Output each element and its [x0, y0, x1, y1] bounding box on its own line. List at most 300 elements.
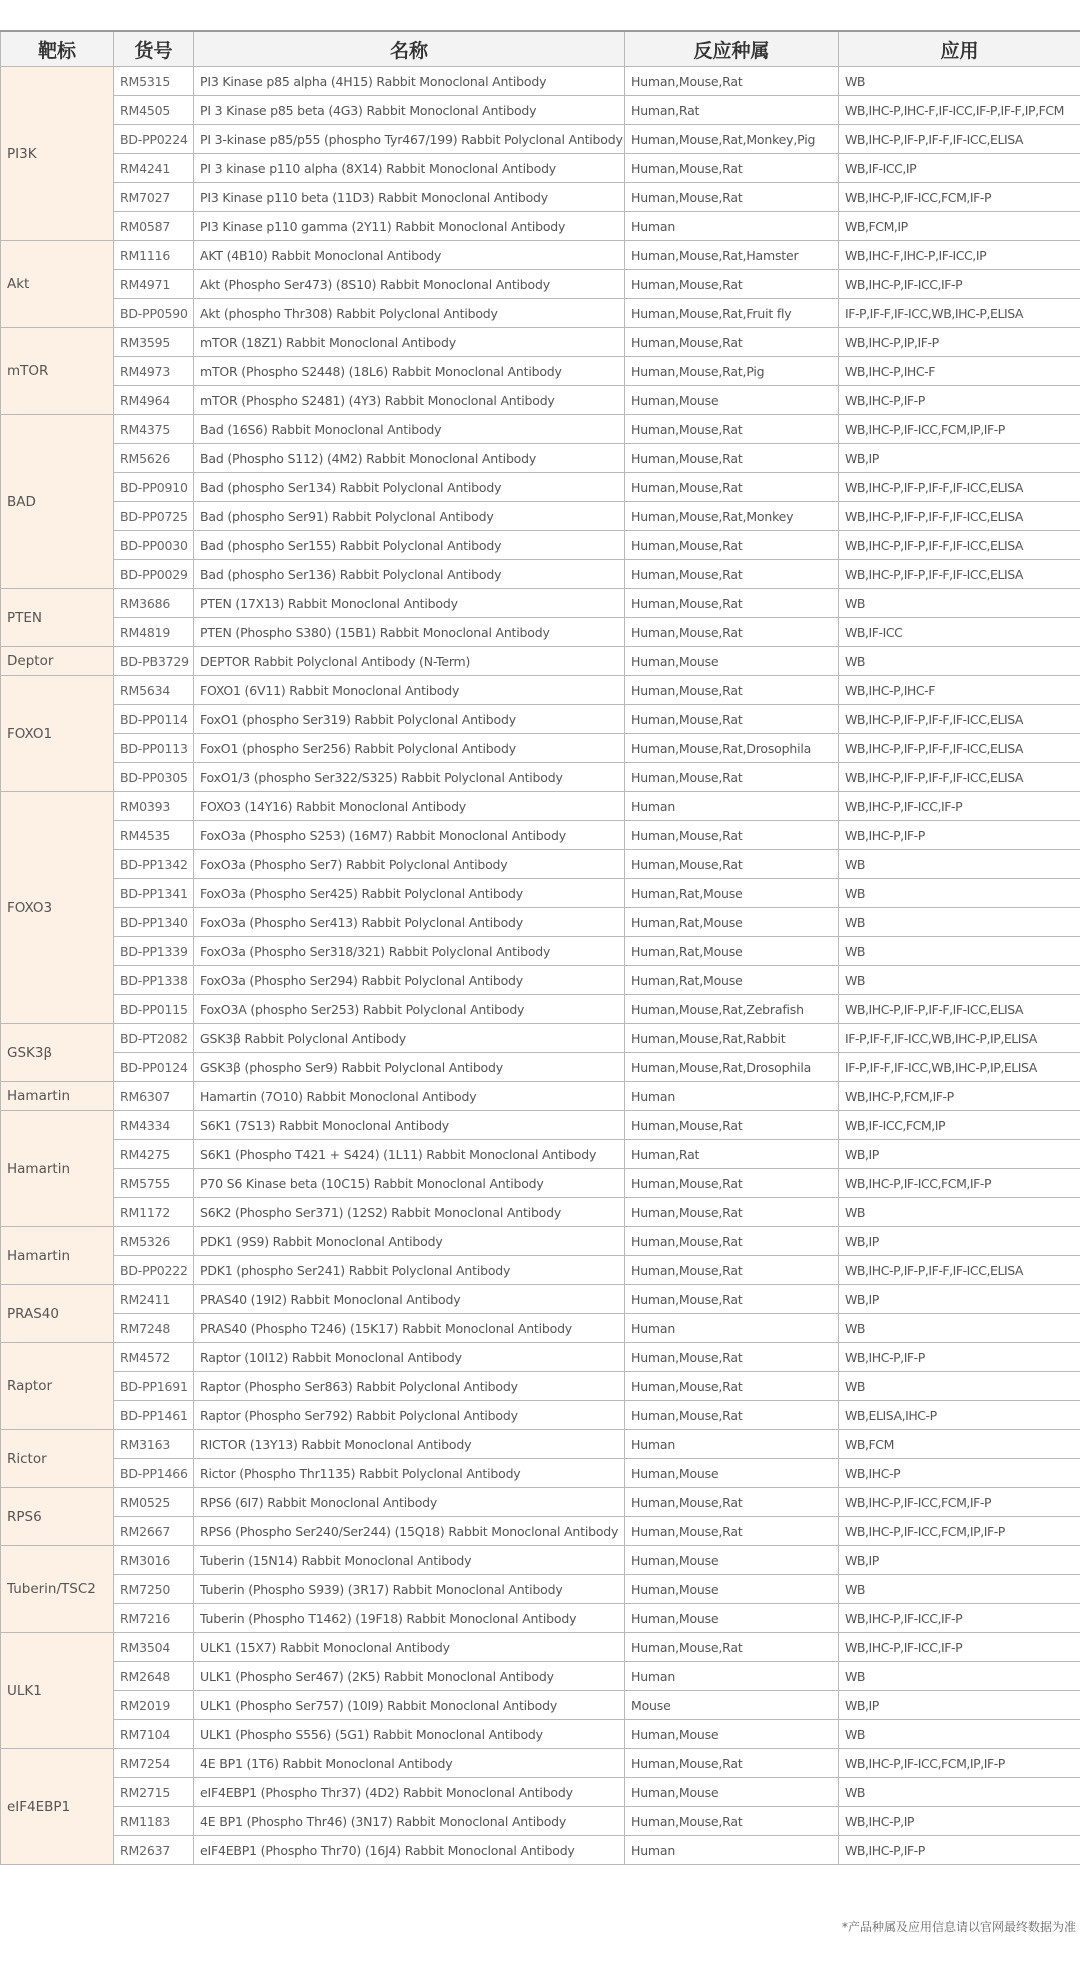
catalog-number-cell: RM7248	[114, 1314, 194, 1343]
species-cell: Human,Rat,Mouse	[625, 908, 839, 937]
antibody-name-cell: Bad (Phospho S112) (4M2) Rabbit Monoclonal Antibody	[194, 444, 625, 473]
application-cell: WB,IHC-P,IF-P,IF-F,IF-ICC,ELISA	[839, 531, 1080, 560]
application-cell: WB,IHC-P,IF-P	[839, 386, 1080, 415]
antibody-name-cell: Rictor (Phospho Thr1135) Rabbit Polyclonal Antibody	[194, 1459, 625, 1488]
species-cell: Human,Mouse,Rat	[625, 705, 839, 734]
antibody-name-cell: mTOR (Phospho S2448) (18L6) Rabbit Monoclonal Antibody	[194, 357, 625, 386]
antibody-name-cell: PDK1 (phospho Ser241) Rabbit Polyclonal Antibody	[194, 1256, 625, 1285]
species-cell: Human,Mouse,Rat	[625, 1401, 839, 1430]
target-cell: RPS6	[1, 1488, 114, 1546]
catalog-number-cell: RM5634	[114, 676, 194, 705]
header-name: 名称	[194, 31, 625, 67]
application-cell: WB,IHC-P,IHC-F	[839, 357, 1080, 386]
application-cell: IF-P,IF-F,IF-ICC,WB,IHC-P,IP,ELISA	[839, 1053, 1080, 1082]
species-cell: Human,Mouse,Rat	[625, 1169, 839, 1198]
table-row	[1, 908, 1080, 937]
table-row	[1, 357, 1080, 386]
application-cell: WB,IHC-P,IF-P,IF-F,IF-ICC,ELISA	[839, 125, 1080, 154]
species-cell: Human,Mouse,Rat,Drosophila	[625, 1053, 839, 1082]
table-row	[1, 676, 1080, 705]
species-cell: Human,Mouse,Rat,Monkey,Pig	[625, 125, 839, 154]
table-row	[1, 879, 1080, 908]
table-row	[1, 270, 1080, 299]
antibody-name-cell: S6K1 (7S13) Rabbit Monoclonal Antibody	[194, 1111, 625, 1140]
target-cell: eIF4EBP1	[1, 1749, 114, 1865]
application-cell: WB,IHC-P,IF-P,IF-F,IF-ICC,ELISA	[839, 1256, 1080, 1285]
antibody-name-cell: Bad (phospho Ser136) Rabbit Polyclonal Antibody	[194, 560, 625, 589]
application-cell: WB,IHC-P,IP	[839, 1807, 1080, 1836]
antibody-name-cell: eIF4EBP1 (Phospho Thr70) (16J4) Rabbit Monoclonal Antibody	[194, 1836, 625, 1865]
header-catalog-number: 货号	[114, 31, 194, 67]
application-cell: WB	[839, 1314, 1080, 1343]
antibody-name-cell: PI 3 Kinase p85 beta (4G3) Rabbit Monoclonal Antibody	[194, 96, 625, 125]
antibody-name-cell: PI3 Kinase p85 alpha (4H15) Rabbit Monoclonal Antibody	[194, 67, 625, 96]
catalog-number-cell: BD-PP0224	[114, 125, 194, 154]
catalog-number-cell: RM2648	[114, 1662, 194, 1691]
application-cell: WB,FCM	[839, 1430, 1080, 1459]
antibody-name-cell: ULK1 (15X7) Rabbit Monoclonal Antibody	[194, 1633, 625, 1662]
antibody-name-cell: Akt (phospho Thr308) Rabbit Polyclonal Antibody	[194, 299, 625, 328]
application-cell: WB,IF-ICC,FCM,IP	[839, 1111, 1080, 1140]
table-row	[1, 1198, 1080, 1227]
species-cell: Human	[625, 1314, 839, 1343]
table-row	[1, 415, 1080, 444]
catalog-number-cell: BD-PP1342	[114, 850, 194, 879]
antibody-name-cell: FoxO3a (Phospho Ser425) Rabbit Polyclonal Antibody	[194, 879, 625, 908]
application-cell: WB,IHC-P,IF-P,IF-F,IF-ICC,ELISA	[839, 995, 1080, 1024]
catalog-number-cell: RM4241	[114, 154, 194, 183]
antibody-name-cell: 4E BP1 (1T6) Rabbit Monoclonal Antibody	[194, 1749, 625, 1778]
catalog-number-cell: RM4275	[114, 1140, 194, 1169]
application-cell: WB	[839, 850, 1080, 879]
table-row	[1, 705, 1080, 734]
species-cell: Human	[625, 1430, 839, 1459]
application-cell: WB	[839, 966, 1080, 995]
target-cell: Deptor	[1, 647, 114, 676]
target-cell: PTEN	[1, 589, 114, 647]
application-cell: WB,IHC-P,IHC-F,IF-ICC,IF-P,IF-F,IP,FCM	[839, 96, 1080, 125]
table-row	[1, 937, 1080, 966]
antibody-name-cell: FOXO3 (14Y16) Rabbit Monoclonal Antibody	[194, 792, 625, 821]
target-cell: mTOR	[1, 328, 114, 415]
catalog-number-cell: RM7254	[114, 1749, 194, 1778]
catalog-number-cell: BD-PP0725	[114, 502, 194, 531]
antibody-name-cell: PI3 Kinase p110 beta (11D3) Rabbit Monoclonal Antibody	[194, 183, 625, 212]
catalog-number-cell: BD-PP0029	[114, 560, 194, 589]
application-cell: WB,IHC-P,IHC-F	[839, 676, 1080, 705]
application-cell: WB,IHC-P,IF-ICC,IF-P	[839, 270, 1080, 299]
antibody-name-cell: ULK1 (Phospho Ser757) (10I9) Rabbit Monoclonal Antibody	[194, 1691, 625, 1720]
antibody-name-cell: RICTOR (13Y13) Rabbit Monoclonal Antibody	[194, 1430, 625, 1459]
antibody-name-cell: PI 3-kinase p85/p55 (phospho Tyr467/199) Rabbit Polyclonal Antibody	[194, 125, 625, 154]
application-cell: WB	[839, 647, 1080, 676]
table-row	[1, 850, 1080, 879]
catalog-number-cell: BD-PP1461	[114, 1401, 194, 1430]
application-cell: IF-P,IF-F,IF-ICC,WB,IHC-P,IP,ELISA	[839, 1024, 1080, 1053]
table-row	[1, 386, 1080, 415]
application-cell: WB,IP	[839, 1227, 1080, 1256]
antibody-name-cell: PI3 Kinase p110 gamma (2Y11) Rabbit Monoclonal Antibody	[194, 212, 625, 241]
table-row	[1, 1024, 1080, 1053]
species-cell: Human,Mouse,Rat	[625, 1111, 839, 1140]
species-cell: Human,Mouse,Rat	[625, 1256, 839, 1285]
catalog-number-cell: RM7104	[114, 1720, 194, 1749]
species-cell: Human,Mouse,Rat	[625, 821, 839, 850]
application-cell: WB,IHC-P,IF-P	[839, 1836, 1080, 1865]
catalog-number-cell: RM5326	[114, 1227, 194, 1256]
application-cell: WB,IHC-P,IF-P,IF-F,IF-ICC,ELISA	[839, 560, 1080, 589]
antibody-name-cell: Bad (phospho Ser91) Rabbit Polyclonal Antibody	[194, 502, 625, 531]
application-cell: WB	[839, 908, 1080, 937]
application-cell: WB,IHC-P,IF-ICC,FCM,IF-P	[839, 183, 1080, 212]
species-cell: Human,Mouse,Rat	[625, 1807, 839, 1836]
target-cell: Raptor	[1, 1343, 114, 1430]
catalog-number-cell: RM2019	[114, 1691, 194, 1720]
catalog-number-cell: BD-PB3729	[114, 647, 194, 676]
species-cell: Human,Mouse,Rat,Fruit fly	[625, 299, 839, 328]
catalog-number-cell: RM0587	[114, 212, 194, 241]
catalog-number-cell: BD-PP0124	[114, 1053, 194, 1082]
antibody-table	[0, 30, 1080, 1865]
species-cell: Human,Mouse,Rat,Drosophila	[625, 734, 839, 763]
antibody-name-cell: FoxO3A (phospho Ser253) Rabbit Polyclonal Antibody	[194, 995, 625, 1024]
species-cell: Human,Rat,Mouse	[625, 879, 839, 908]
application-cell: WB	[839, 1662, 1080, 1691]
table-row	[1, 1343, 1080, 1372]
table-row	[1, 1662, 1080, 1691]
catalog-number-cell: BD-PP0590	[114, 299, 194, 328]
catalog-number-cell: BD-PP1340	[114, 908, 194, 937]
table-row	[1, 1778, 1080, 1807]
species-cell: Human,Mouse,Rat	[625, 154, 839, 183]
application-cell: WB	[839, 67, 1080, 96]
application-cell: WB,IHC-P,IF-ICC,FCM,IP,IF-P	[839, 1749, 1080, 1778]
catalog-number-cell: RM3016	[114, 1546, 194, 1575]
catalog-number-cell: RM6307	[114, 1082, 194, 1111]
antibody-name-cell: PRAS40 (Phospho T246) (15K17) Rabbit Monoclonal Antibody	[194, 1314, 625, 1343]
species-cell: Human,Mouse,Rat,Monkey	[625, 502, 839, 531]
table-row	[1, 1749, 1080, 1778]
catalog-number-cell: RM7216	[114, 1604, 194, 1633]
catalog-number-cell: RM4819	[114, 618, 194, 647]
antibody-name-cell: mTOR (Phospho S2481) (4Y3) Rabbit Monoclonal Antibody	[194, 386, 625, 415]
antibody-name-cell: DEPTOR Rabbit Polyclonal Antibody (N-Term)	[194, 647, 625, 676]
species-cell: Human,Mouse,Rat,Rabbit	[625, 1024, 839, 1053]
application-cell: WB,IHC-P,IF-ICC,IF-P	[839, 792, 1080, 821]
application-cell: WB,IHC-F,IHC-P,IF-ICC,IP	[839, 241, 1080, 270]
application-cell: WB,IP	[839, 1285, 1080, 1314]
antibody-name-cell: FoxO3a (Phospho Ser318/321) Rabbit Polyclonal Antibody	[194, 937, 625, 966]
catalog-number-cell: BD-PP0910	[114, 473, 194, 502]
application-cell: WB	[839, 879, 1080, 908]
table-row	[1, 1517, 1080, 1546]
species-cell: Human,Mouse,Rat	[625, 473, 839, 502]
antibody-name-cell: PTEN (17X13) Rabbit Monoclonal Antibody	[194, 589, 625, 618]
application-cell: WB,IHC-P,IF-ICC,FCM,IF-P	[839, 1488, 1080, 1517]
catalog-number-cell: RM0525	[114, 1488, 194, 1517]
table-row	[1, 1691, 1080, 1720]
application-cell: WB,IF-ICC,IP	[839, 154, 1080, 183]
species-cell: Human,Mouse	[625, 386, 839, 415]
catalog-number-cell: RM4375	[114, 415, 194, 444]
antibody-name-cell: PRAS40 (19I2) Rabbit Monoclonal Antibody	[194, 1285, 625, 1314]
catalog-number-cell: RM4964	[114, 386, 194, 415]
catalog-number-cell: RM4505	[114, 96, 194, 125]
species-cell: Human,Mouse,Rat	[625, 67, 839, 96]
antibody-name-cell: GSK3β Rabbit Polyclonal Antibody	[194, 1024, 625, 1053]
table-row	[1, 1633, 1080, 1662]
catalog-number-cell: BD-PP0113	[114, 734, 194, 763]
application-cell: WB	[839, 1575, 1080, 1604]
species-cell: Human,Mouse	[625, 1778, 839, 1807]
species-cell: Human,Mouse,Rat,Pig	[625, 357, 839, 386]
header-application: 应用	[839, 31, 1080, 67]
antibody-name-cell: mTOR (18Z1) Rabbit Monoclonal Antibody	[194, 328, 625, 357]
species-cell: Human,Mouse	[625, 1720, 839, 1749]
application-cell: WB,IP	[839, 1546, 1080, 1575]
table-row	[1, 241, 1080, 270]
antibody-name-cell: Hamartin (7O10) Rabbit Monoclonal Antibody	[194, 1082, 625, 1111]
species-cell: Human,Mouse,Rat	[625, 183, 839, 212]
antibody-name-cell: Tuberin (Phospho T1462) (19F18) Rabbit Monoclonal Antibody	[194, 1604, 625, 1633]
species-cell: Human,Rat	[625, 96, 839, 125]
target-cell: PI3K	[1, 67, 114, 241]
table-row	[1, 1546, 1080, 1575]
catalog-number-cell: RM2667	[114, 1517, 194, 1546]
species-cell: Human,Mouse,Rat	[625, 676, 839, 705]
species-cell: Human	[625, 212, 839, 241]
table-row	[1, 1111, 1080, 1140]
table-header-row	[1, 31, 1080, 67]
application-cell: WB,ELISA,IHC-P	[839, 1401, 1080, 1430]
table-row	[1, 1227, 1080, 1256]
species-cell: Human,Mouse,Rat	[625, 1198, 839, 1227]
antibody-name-cell: RPS6 (Phospho Ser240/Ser244) (15Q18) Rabbit Monoclonal Antibody	[194, 1517, 625, 1546]
species-cell: Human,Mouse,Rat	[625, 618, 839, 647]
species-cell: Human,Mouse,Rat	[625, 763, 839, 792]
target-cell: GSK3β	[1, 1024, 114, 1082]
table-row	[1, 444, 1080, 473]
species-cell: Human,Rat,Mouse	[625, 937, 839, 966]
species-cell: Human,Mouse	[625, 1459, 839, 1488]
catalog-number-cell: RM5626	[114, 444, 194, 473]
table-row	[1, 1488, 1080, 1517]
catalog-number-cell: RM1116	[114, 241, 194, 270]
catalog-number-cell: RM5315	[114, 67, 194, 96]
application-cell: WB	[839, 1778, 1080, 1807]
antibody-name-cell: Raptor (Phospho Ser863) Rabbit Polyclonal Antibody	[194, 1372, 625, 1401]
antibody-name-cell: Akt (Phospho Ser473) (8S10) Rabbit Monoclonal Antibody	[194, 270, 625, 299]
antibody-name-cell: PTEN (Phospho S380) (15B1) Rabbit Monoclonal Antibody	[194, 618, 625, 647]
table-row	[1, 1836, 1080, 1865]
application-cell: WB,IHC-P,IF-P,IF-F,IF-ICC,ELISA	[839, 473, 1080, 502]
species-cell: Human,Mouse	[625, 647, 839, 676]
catalog-number-cell: RM4971	[114, 270, 194, 299]
application-cell: WB,IHC-P,IF-P,IF-F,IF-ICC,ELISA	[839, 763, 1080, 792]
application-cell: WB,IHC-P,IF-ICC,IF-P	[839, 1604, 1080, 1633]
species-cell: Human,Mouse,Rat	[625, 444, 839, 473]
catalog-number-cell: RM3686	[114, 589, 194, 618]
target-cell: Hamartin	[1, 1082, 114, 1111]
catalog-number-cell: RM0393	[114, 792, 194, 821]
header-species: 反应种属	[625, 31, 839, 67]
antibody-name-cell: FoxO1/3 (phospho Ser322/S325) Rabbit Polyclonal Antibody	[194, 763, 625, 792]
application-cell: WB,IP	[839, 1691, 1080, 1720]
antibody-name-cell: FoxO3a (Phospho Ser7) Rabbit Polyclonal Antibody	[194, 850, 625, 879]
table-row	[1, 125, 1080, 154]
application-cell: WB	[839, 937, 1080, 966]
table-row	[1, 1430, 1080, 1459]
antibody-name-cell: 4E BP1 (Phospho Thr46) (3N17) Rabbit Monoclonal Antibody	[194, 1807, 625, 1836]
catalog-number-cell: RM4334	[114, 1111, 194, 1140]
table-row	[1, 183, 1080, 212]
antibody-name-cell: AKT (4B10) Rabbit Monoclonal Antibody	[194, 241, 625, 270]
catalog-number-cell: RM1183	[114, 1807, 194, 1836]
catalog-number-cell: BD-PP0222	[114, 1256, 194, 1285]
application-cell: WB,FCM,IP	[839, 212, 1080, 241]
catalog-number-cell: BD-PP0030	[114, 531, 194, 560]
antibody-name-cell: ULK1 (Phospho S556) (5G1) Rabbit Monoclonal Antibody	[194, 1720, 625, 1749]
species-cell: Human,Mouse,Rat	[625, 1285, 839, 1314]
table-row	[1, 1604, 1080, 1633]
species-cell: Human,Mouse,Rat	[625, 560, 839, 589]
antibody-name-cell: PDK1 (9S9) Rabbit Monoclonal Antibody	[194, 1227, 625, 1256]
antibody-name-cell: ULK1 (Phospho Ser467) (2K5) Rabbit Monoclonal Antibody	[194, 1662, 625, 1691]
catalog-number-cell: RM3504	[114, 1633, 194, 1662]
species-cell: Human,Mouse,Rat,Hamster	[625, 241, 839, 270]
species-cell: Human,Mouse,Rat	[625, 850, 839, 879]
antibody-name-cell: P70 S6 Kinase beta (10C15) Rabbit Monoclonal Antibody	[194, 1169, 625, 1198]
application-cell: WB,IF-ICC	[839, 618, 1080, 647]
species-cell: Human,Mouse,Rat	[625, 1517, 839, 1546]
catalog-number-cell: RM7027	[114, 183, 194, 212]
target-cell: Akt	[1, 241, 114, 328]
target-cell: PRAS40	[1, 1285, 114, 1343]
species-cell: Human,Mouse,Rat	[625, 328, 839, 357]
table-row	[1, 821, 1080, 850]
table-row	[1, 966, 1080, 995]
application-cell: WB,IHC-P,IF-ICC,FCM,IF-P	[839, 1169, 1080, 1198]
catalog-number-cell: BD-PP0114	[114, 705, 194, 734]
table-row	[1, 792, 1080, 821]
table-row	[1, 1401, 1080, 1430]
application-cell: WB,IHC-P,IF-ICC,FCM,IP,IF-P	[839, 1517, 1080, 1546]
table-row	[1, 734, 1080, 763]
table-row	[1, 1372, 1080, 1401]
species-cell: Human,Mouse,Rat	[625, 1749, 839, 1778]
target-cell: Hamartin	[1, 1227, 114, 1285]
table-row	[1, 589, 1080, 618]
table-row	[1, 67, 1080, 96]
species-cell: Human,Mouse,Rat	[625, 1372, 839, 1401]
antibody-name-cell: Bad (phospho Ser155) Rabbit Polyclonal Antibody	[194, 531, 625, 560]
species-cell: Human,Mouse,Rat	[625, 415, 839, 444]
catalog-number-cell: RM4535	[114, 821, 194, 850]
species-cell: Human,Rat	[625, 1140, 839, 1169]
antibody-name-cell: Raptor (10I12) Rabbit Monoclonal Antibody	[194, 1343, 625, 1372]
species-cell: Human	[625, 1662, 839, 1691]
application-cell: WB,IHC-P,IF-P,IF-F,IF-ICC,ELISA	[839, 502, 1080, 531]
table-row	[1, 1314, 1080, 1343]
species-cell: Human,Mouse,Rat	[625, 1633, 839, 1662]
catalog-number-cell: BD-PT2082	[114, 1024, 194, 1053]
application-cell: WB,IP	[839, 1140, 1080, 1169]
table-row	[1, 531, 1080, 560]
application-cell: WB,IHC-P,IP,IF-P	[839, 328, 1080, 357]
catalog-number-cell: RM2637	[114, 1836, 194, 1865]
species-cell: Human,Mouse,Rat	[625, 1227, 839, 1256]
table-row	[1, 647, 1080, 676]
target-cell: Tuberin/TSC2	[1, 1546, 114, 1633]
catalog-number-cell: RM2411	[114, 1285, 194, 1314]
target-cell: FOXO3	[1, 792, 114, 1024]
application-cell: WB,IP	[839, 444, 1080, 473]
catalog-number-cell: RM2715	[114, 1778, 194, 1807]
catalog-number-cell: BD-PP1691	[114, 1372, 194, 1401]
table-row	[1, 560, 1080, 589]
species-cell: Human,Mouse,Rat	[625, 1343, 839, 1372]
table-row	[1, 1169, 1080, 1198]
table-row	[1, 96, 1080, 125]
catalog-number-cell: BD-PP1466	[114, 1459, 194, 1488]
species-cell: Human,Mouse,Rat	[625, 531, 839, 560]
application-cell: WB,IHC-P,FCM,IF-P	[839, 1082, 1080, 1111]
antibody-name-cell: FOXO1 (6V11) Rabbit Monoclonal Antibody	[194, 676, 625, 705]
catalog-number-cell: RM1172	[114, 1198, 194, 1227]
application-cell: WB	[839, 589, 1080, 618]
catalog-number-cell: BD-PP0305	[114, 763, 194, 792]
table-row	[1, 995, 1080, 1024]
application-cell: IF-P,IF-F,IF-ICC,WB,IHC-P,ELISA	[839, 299, 1080, 328]
table-row	[1, 212, 1080, 241]
application-cell: WB,IHC-P,IF-P	[839, 1343, 1080, 1372]
antibody-name-cell: PI 3 kinase p110 alpha (8X14) Rabbit Monoclonal Antibody	[194, 154, 625, 183]
catalog-number-cell: BD-PP1341	[114, 879, 194, 908]
antibody-name-cell: Raptor (Phospho Ser792) Rabbit Polyclonal Antibody	[194, 1401, 625, 1430]
species-cell: Human,Mouse,Rat,Zebrafish	[625, 995, 839, 1024]
header-target: 靶标	[1, 31, 114, 67]
catalog-number-cell: RM4572	[114, 1343, 194, 1372]
species-cell: Human,Mouse	[625, 1604, 839, 1633]
antibody-name-cell: FoxO1 (phospho Ser256) Rabbit Polyclonal Antibody	[194, 734, 625, 763]
target-cell: BAD	[1, 415, 114, 589]
antibody-name-cell: FoxO3a (Phospho S253) (16M7) Rabbit Monoclonal Antibody	[194, 821, 625, 850]
antibody-name-cell: FoxO3a (Phospho Ser413) Rabbit Polyclonal Antibody	[194, 908, 625, 937]
antibody-name-cell: eIF4EBP1 (Phospho Thr37) (4D2) Rabbit Monoclonal Antibody	[194, 1778, 625, 1807]
catalog-number-cell: RM4973	[114, 357, 194, 386]
target-cell: ULK1	[1, 1633, 114, 1749]
antibody-name-cell: S6K2 (Phospho Ser371) (12S2) Rabbit Monoclonal Antibody	[194, 1198, 625, 1227]
species-cell: Mouse	[625, 1691, 839, 1720]
target-cell: Hamartin	[1, 1111, 114, 1227]
table-row	[1, 1575, 1080, 1604]
species-cell: Human,Mouse,Rat	[625, 589, 839, 618]
species-cell: Human	[625, 792, 839, 821]
application-cell: WB,IHC-P,IF-P,IF-F,IF-ICC,ELISA	[839, 705, 1080, 734]
table-row	[1, 328, 1080, 357]
application-cell: WB	[839, 1372, 1080, 1401]
table-row	[1, 502, 1080, 531]
species-cell: Human,Mouse	[625, 1575, 839, 1604]
table-row	[1, 1720, 1080, 1749]
antibody-name-cell: FoxO1 (phospho Ser319) Rabbit Polyclonal Antibody	[194, 705, 625, 734]
catalog-number-cell: RM3595	[114, 328, 194, 357]
antibody-name-cell: GSK3β (phospho Ser9) Rabbit Polyclonal Antibody	[194, 1053, 625, 1082]
target-cell: FOXO1	[1, 676, 114, 792]
table-row	[1, 299, 1080, 328]
species-cell: Human	[625, 1836, 839, 1865]
table-row	[1, 1459, 1080, 1488]
